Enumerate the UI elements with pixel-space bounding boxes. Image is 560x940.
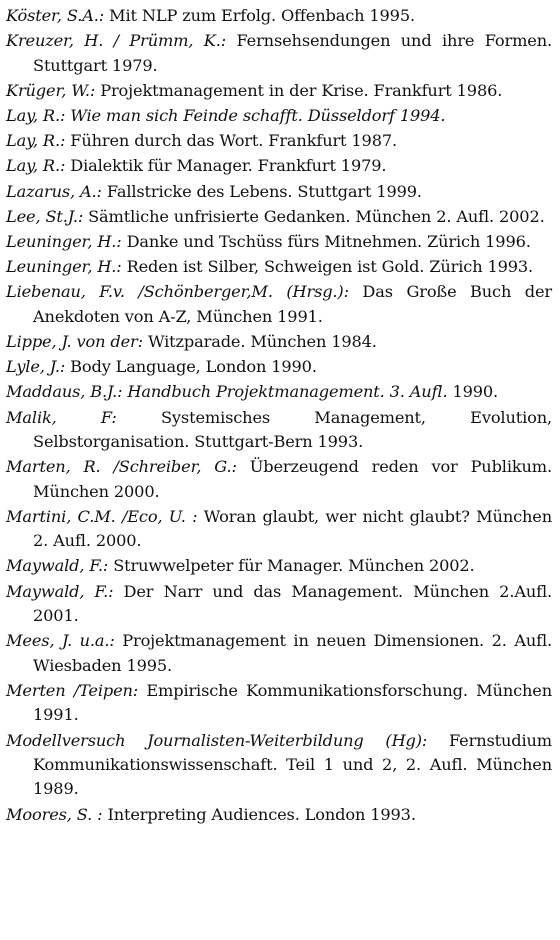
- entry-author: Kreuzer, H. / Prümm, K.:: [6, 31, 227, 51]
- entry-details: Body Language, London 1990.: [65, 357, 317, 377]
- entry-author: Marten, R. /Schreiber, G.:: [6, 457, 237, 477]
- entry-details: Reden ist Silber, Schweigen ist Gold. Zürich 1993.: [121, 257, 534, 277]
- bibliography-entry: [6, 729, 552, 802]
- bibliography-entry: [6, 679, 552, 728]
- entry-author: Maywald, F.:: [6, 556, 109, 576]
- bibliography-entry: [6, 180, 552, 204]
- bibliography-entry: [6, 455, 552, 504]
- entry-author: Lyle, J.:: [6, 357, 66, 377]
- bibliography-entry: [6, 29, 552, 78]
- bibliography-entry: [6, 406, 552, 455]
- entry-author: Krüger, W.:: [6, 80, 96, 100]
- bibliography-entry: [6, 355, 552, 379]
- entry-author: Malik, F:: [6, 407, 117, 427]
- entry-details: Woran glaubt, wer nicht glaubt? München 2. Aufl. 2000.: [33, 506, 552, 551]
- bibliography-entry: [6, 255, 552, 279]
- entry-details: 1990.: [447, 382, 499, 402]
- bibliography-list: [6, 4, 552, 827]
- bibliography-entry: [6, 205, 552, 229]
- entry-author: Lippe, J. von der:: [6, 332, 143, 352]
- entry-details: Struwwelpeter für Manager. München 2002.: [108, 556, 475, 576]
- bibliography-entry: [6, 4, 552, 28]
- entry-details: Mit NLP zum Erfolg. Offenbach 1995.: [104, 6, 415, 25]
- entry-details: Projektmanagement in neuen Dimensionen. 2. Aufl. Wiesbaden 1995.: [33, 631, 552, 675]
- entry-details: Überzeugend reden vor Publikum. München 2000.: [33, 457, 552, 501]
- bibliography-entry: [6, 380, 552, 404]
- entry-author: Lee, St.J.:: [6, 206, 84, 226]
- bibliography-entry: [6, 505, 552, 554]
- entry-details: Danke und Tschüss fürs Mitnehmen. Zürich 1996.: [121, 232, 531, 252]
- entry-details: Fernstudium Kommunikationswissenschaft. Teil 1 und 2, 2. Aufl. München 1989.: [33, 730, 552, 799]
- entry-author: Modellversuch Journalisten-Weiterbildung (Hg):: [6, 730, 428, 750]
- entry-author: Moores, S. :: [6, 804, 103, 824]
- entry-author: Lay, R.: Wie man sich Feinde schafft. Düsseldorf 1994.: [6, 106, 446, 126]
- entry-author: Leuninger, H.:: [6, 232, 122, 252]
- entry-author: Maywald, F.:: [6, 581, 114, 601]
- bibliography-entry: [6, 580, 552, 629]
- bibliography-entry: [6, 803, 552, 827]
- entry-details: Der Narr und das Management. München 2.Aufl. 2001.: [33, 581, 553, 626]
- bibliography-entry: [6, 629, 552, 678]
- entry-details: Führen durch das Wort. Frankfurt 1987.: [65, 131, 397, 151]
- entry-author: Köster, S.A.:: [6, 6, 105, 25]
- entry-details: Fallstricke des Lebens. Stuttgart 1999.: [101, 181, 422, 201]
- bibliography-entry: [6, 554, 552, 578]
- entry-details: Empirische Kommunikationsforschung. München 1991.: [33, 680, 552, 725]
- bibliography-entry: [6, 230, 552, 254]
- entry-details: Fernsehsendungen und ihre Formen. Stuttgart 1979.: [33, 31, 552, 75]
- entry-author: Lay, R.:: [6, 156, 66, 176]
- entry-author: Martini, C.M. /Eco, U. :: [6, 506, 198, 526]
- entry-details: Dialektik für Manager. Frankfurt 1979.: [65, 156, 387, 176]
- entry-author: Liebenau, F.v. /Schönberger,M. (Hrsg.):: [6, 282, 349, 302]
- entry-author: Lay, R.:: [6, 131, 66, 151]
- entry-author: Mees, J. u.a.:: [6, 631, 115, 651]
- entry-details: Witzparade. München 1984.: [142, 332, 377, 352]
- bibliography-entry: [6, 154, 552, 178]
- entry-author: Lazarus, A.:: [6, 181, 102, 201]
- entry-details: Systemisches Management, Evolution, Selbstorganisation. Stuttgart-Bern 1993.: [33, 407, 552, 452]
- entry-details: Interpreting Audiences. London 1993.: [102, 804, 416, 824]
- bibliography-entry: [6, 79, 552, 103]
- bibliography-entry: [6, 104, 552, 128]
- entry-details: Das Große Buch der Anekdoten von A-Z, München 1991.: [33, 282, 552, 326]
- entry-details: Sämtliche unfrisierte Gedanken. München 2. Aufl. 2002.: [83, 206, 545, 226]
- bibliography-entry: [6, 129, 552, 153]
- bibliography-entry: [6, 280, 552, 329]
- entry-author: Merten /Teipen:: [6, 680, 139, 700]
- entry-details: Projektmanagement in der Krise. Frankfurt 1986.: [95, 80, 503, 100]
- bibliography-entry: [6, 330, 552, 354]
- entry-author: Leuninger, H.:: [6, 257, 122, 277]
- entry-author: Maddaus, B.J.: Handbuch Projektmanagement. 3. Aufl.: [6, 382, 448, 402]
